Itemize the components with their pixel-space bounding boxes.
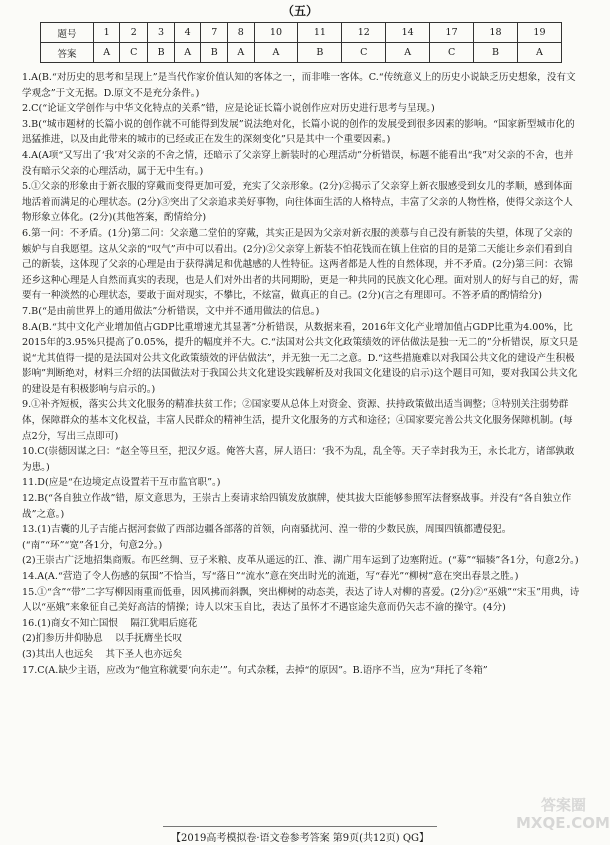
item-number: 17. (22, 664, 38, 676)
table-cell: 3 (148, 23, 175, 43)
answer-explanations (22, 70, 580, 678)
table-cell: 19 (517, 23, 561, 43)
item-number: 15. (22, 586, 38, 598)
table-cell: 2 (120, 23, 148, 43)
item-text: A(B.“其中文化产业增加值占GDP比重增速尤其显著”分析错误，从数据来看，2016年文化产业增加值占GDP比重为4.00%，比2015年的3.95%只提高了0.05%，提升的幅度并不大。C.“法国对公共文化政策绩效的评估做法是独一无二的”分析错误，原文只是说“尤其值得一提的是法国对公共文化政策绩效的评估做法”，并无独一无二之意。D.“这些措施难以对我国公共文化的建设产生积极影响”判断绝对，材料三介绍的法国做法对于我国公共文化建设实践解析及对我国文化建设的启示)这个题目可知，要对我国公共文化的建设是有积极影响与启示的。) (22, 321, 579, 395)
page-footer (0, 826, 600, 844)
table-cell: 12 (342, 23, 386, 43)
answer-item (22, 585, 580, 616)
table-cell: 8 (228, 23, 254, 43)
item-text: ①“含”“带”二字写柳因雨重而低垂，因风拂而斜飘，突出柳树的动态美，表达了诗人对柳的喜爱。(2分)②“巫娥”“宋玉”用典，诗人以“巫娥”来象征自己美好高洁的情操；诗人以宋玉自比，表达了虽怀才不遇宦途失意而仍矢志不渝的操守。(4分) (22, 586, 580, 614)
item-text: A(A.“营造了令人伤感的氛围”不恰当，写“落日”“流水”意在突出时光的流逝，写“春光”“柳树”意在突出春景之胜。) (37, 571, 519, 582)
answer-item (22, 70, 580, 101)
table-cell: C (342, 43, 386, 63)
item-text: B(“城市题材的长篇小说的创作就不可能得到发展”说法绝对化，长篇小说的创作的发展受到很多因素的影响。“国家新型城市化的迅猛推进，以及由此带来的城市的已经或正在发生的深刻变化”只是其中一个重要因素。) (22, 118, 575, 146)
section-title: （五） (281, 4, 318, 18)
answer-item (22, 226, 580, 304)
item-number: 3. (22, 118, 32, 130)
table-cell: C (120, 43, 148, 63)
table-cell: B (298, 43, 342, 63)
table-cell: B (474, 43, 518, 63)
item-number: 16. (22, 617, 38, 629)
item-number: 2. (22, 103, 32, 115)
table-cell: 18 (474, 23, 518, 43)
item-number: 14. (22, 571, 38, 582)
item-text: A(A项“又写出了‘我’对父亲的不舍之情，还暗示了父亲穿上新装时的心理活动”分析错误，标题不能看出“我”对父亲的不舍，也并没有暗示父亲的心理活动，属于无中生有。) (22, 149, 574, 177)
item-text: B(“各自独立作战”错，原文意思为，王崇古上奏请求给四镇发放旗牌，使其拔大臣能够参照军法督察战事。并没有“各自独立作战”之意。) (22, 493, 572, 520)
item-number: 12. (22, 493, 38, 505)
table-cell: 17 (430, 23, 474, 43)
item-number: 5. (22, 181, 32, 193)
answer-table (40, 22, 562, 63)
item-number: 1. (22, 72, 32, 83)
answer-table-answers-row (41, 43, 562, 63)
answer-item (22, 616, 580, 663)
item-number: 7. (22, 305, 32, 317)
item-number: 11. (22, 477, 38, 489)
item-text: ①补齐短板，落实公共文化服务的精准扶贫工作；②国家要从总体上对资金、资源、扶持政策做出适当调整；③特别关注弱势群体，保障群众的基本文化权益，丰富人民群众的精神生活，提升文化服务的方式和途径；④国家要完善公共文化服务保障机制。(每点2分，写出三点即可) (22, 399, 573, 442)
answer-item (22, 179, 580, 226)
watermark-text: 答案圈 MXQE.COM (516, 796, 610, 832)
answer-item (22, 522, 580, 569)
answer-item (22, 569, 580, 585)
item-number: 10. (22, 446, 38, 458)
answer-item (22, 117, 580, 148)
answer-item (22, 397, 580, 444)
answer-item (22, 101, 580, 117)
answer-item (22, 304, 580, 320)
answer-item (22, 444, 580, 475)
table-cell: 10 (254, 23, 298, 43)
row-label-numbers: 题号 (41, 23, 94, 43)
item-number: 9. (22, 399, 32, 411)
table-cell: A (228, 43, 254, 63)
table-cell: B (148, 43, 175, 63)
table-cell: B (201, 43, 228, 63)
item-text: D(应是“在边境定点设置若干互市监官职”。) (37, 477, 221, 489)
row-label-answers: 答案 (41, 43, 94, 63)
table-cell: C (430, 43, 474, 63)
item-text: (1)商女不知亡国恨 隔江犹唱后庭花 (2)扪参历井仰胁息 以手抚膺坐长叹 (3)其出人也远矣 其下圣人也亦远矣 (22, 617, 198, 660)
footer-text: 【2019高考模拟卷·语文卷参考答案 第9页(共12页) QG】 (163, 826, 437, 844)
table-cell: A (174, 43, 200, 63)
answer-item (22, 320, 580, 398)
item-text: ①父亲的形象由于新衣服的穿戴而变得更加可爱，充实了父亲形象。(2分)②揭示了父亲穿上新衣服感受到女儿的孝顺，感到体面地活着而满足的心理状态。(2分)③突出了父亲追求美好事物，向往体面生活的人格特点，丰富了父亲的人物性格，使得父亲这个人物形象立体化。(2分)(其他答案，酌情给分) (22, 181, 573, 224)
item-text: C(崇德因谋之曰：“赵全等旦至，把汉夕返。俺答大喜，屏人语曰：‘我不为乱，乱全等。天子幸封我为王，永长北方，诸部孰敢为患。) (22, 446, 575, 473)
item-number: 13. (22, 524, 38, 536)
answer-item (22, 475, 580, 491)
item-number: 4. (22, 149, 32, 161)
table-cell: A (386, 43, 430, 63)
item-text: (1)吉囊的儿子吉能占据河套做了西部边疆各部落的首领，向南骚扰河、湟一带的少数民族，周围四镇都遭侵犯。(“南”“环”“宽”各1分，句意2分。) (2)王崇古广泛地招集商贩。布匹丝绸、豆子米粮、皮革从遥远的江、淮、湖广用车运到了边塞附近。(“募”“辐辏”各1分，句意2分。) (22, 524, 579, 567)
table-cell: 7 (201, 23, 228, 43)
table-cell: 14 (386, 23, 430, 43)
item-number: 6. (22, 227, 32, 239)
table-cell: A (254, 43, 298, 63)
answer-item (22, 663, 580, 679)
table-cell: 1 (94, 23, 120, 43)
answer-item (22, 491, 580, 522)
table-cell: A (94, 43, 120, 63)
table-cell: 4 (174, 23, 200, 43)
table-cell: 11 (298, 23, 342, 43)
item-text: A(B.“对历史的思考和呈现上”是当代作家价值认知的客体之一，而非唯一客体。C.“传统意义上的历史小说缺乏历史想象，没有文学观念”于文无据。D.原文不是充分条件。) (22, 72, 576, 99)
table-cell: A (517, 43, 561, 63)
item-text: B(“是由前世界上的通用做法”分析错误，文中并不通用做法的信息。) (31, 305, 320, 317)
item-number: 8. (22, 321, 32, 333)
item-text: C(A.缺少主语，应改为“他宣称就要‘向东走’”。句式杂糅，去掉“的原因”。B.语序不当，应为“拜托了冬箱” (37, 664, 488, 676)
answer-item (22, 148, 580, 179)
answer-table-numbers-row (41, 23, 562, 43)
item-text: C(“论证文学创作与中华文化特点的关系”错，应是论证长篇小说创作应对历史进行思考与呈现。) (31, 103, 435, 115)
item-text: 第一问：不矛盾。(1分)第二问：父亲邀二堂伯的穿戴，其实正是因为父亲对新衣服的羡慕与自己没有新装的失望，体现了父亲的嫉妒与自我愿望。这从父亲的“叹气”声中可以看出。(2分)②父亲穿上新装不怕花钱而在镇上住宿的目的是第二天能让乡亲们看到自己的新装，这体现了父亲的心理是由于获得满足和优越感的人性特征。这两者都是人性的自然体现，并不矛盾。(2分)第三问：衣锦还乡这种心理是人自然而真实的表现，也是人们对外出者的共同期盼，更是一种共同的民族文化心理。面对别人的好与自己的好，需要有一种淡然的心理状态，要敢于面对现实，不攀比，不炫富，做真正的自己。(2分)(言之有理即可。不答矛盾的酌情给分) (22, 227, 579, 302)
